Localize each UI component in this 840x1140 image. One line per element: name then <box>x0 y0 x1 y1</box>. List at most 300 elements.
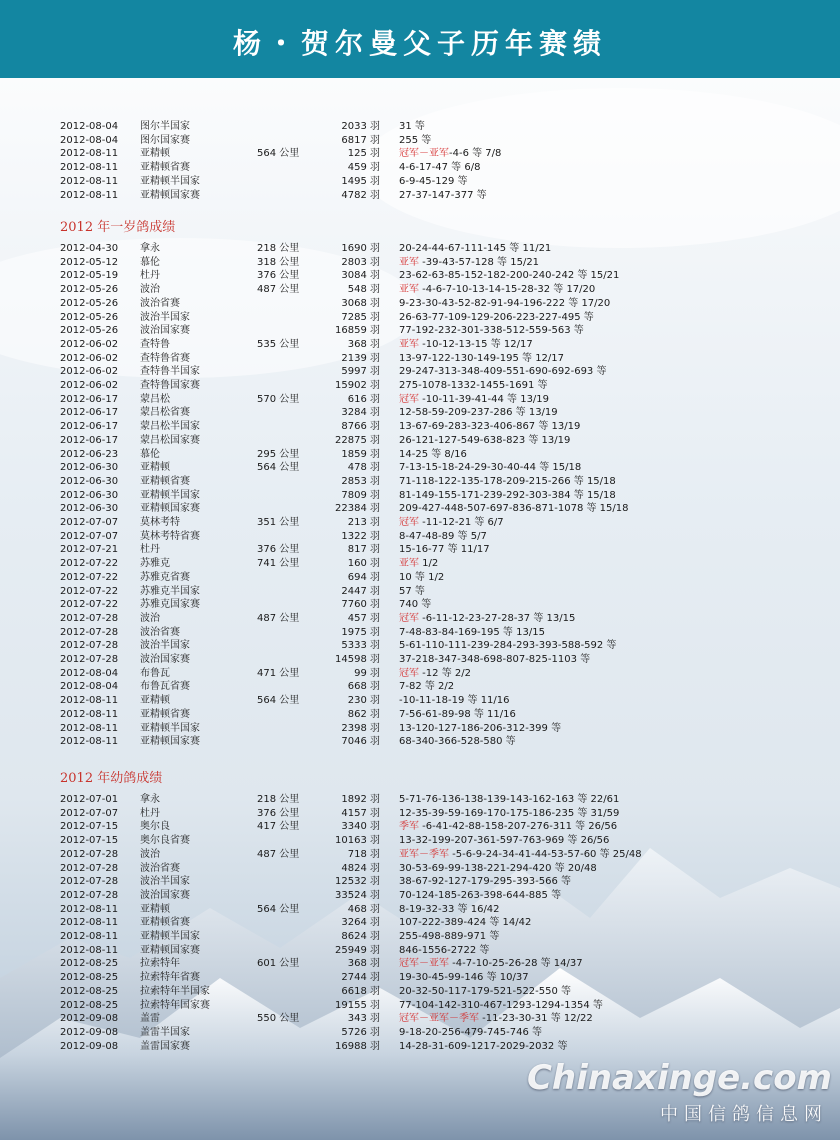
result-places: 29-247-313-348-409-551-690-692-693 等 <box>399 366 607 378</box>
result-placings <box>399 875 839 889</box>
result-row <box>0 722 840 736</box>
result-bird-count: 99 羽 <box>354 667 380 679</box>
result-placings <box>399 406 839 420</box>
result-bird-count: 7760 羽 <box>341 599 380 611</box>
page-title: 杨・贺尔曼父子历年赛绩 <box>232 27 607 60</box>
result-row <box>0 694 840 708</box>
result-row <box>0 585 840 599</box>
result-highlight: 亚军－季军 <box>399 848 449 860</box>
result-row <box>0 242 840 256</box>
result-places: -5-6-9-24-34-41-44-53-57-60 等 25/48 <box>449 848 642 860</box>
result-row <box>0 999 840 1013</box>
result-date: 2012-07-15 <box>60 835 119 847</box>
result-race: 蒙吕松国家赛 <box>140 434 200 446</box>
result-date: 2012-05-26 <box>60 325 119 337</box>
result-bird-count: 8624 羽 <box>341 931 380 942</box>
result-placings <box>399 653 839 667</box>
result-row <box>0 120 840 134</box>
result-bird-count: 16859 羽 <box>335 325 380 337</box>
result-date: 2012-08-11 <box>60 736 119 748</box>
result-date: 2012-08-11 <box>60 175 119 187</box>
result-race: 查特鲁 <box>140 338 170 350</box>
result-date: 2012-07-07 <box>60 517 119 528</box>
result-bird-count: 2803 羽 <box>341 256 380 268</box>
result-placings <box>399 848 839 862</box>
result-places: 7-82 等 2/2 <box>399 681 455 693</box>
result-distance: 550 公里 <box>257 1013 300 1025</box>
result-places: -10-12-13-15 等 12/17 <box>419 338 533 350</box>
result-race: 拿永 <box>140 794 160 805</box>
result-date: 2012-06-30 <box>60 475 119 487</box>
result-date: 2012-08-04 <box>60 681 119 693</box>
result-bird-count: 694 羽 <box>347 571 380 583</box>
result-places: -11-12-21 等 6/7 <box>419 517 504 528</box>
result-row <box>0 516 840 530</box>
result-date: 2012-09-08 <box>60 1040 119 1052</box>
result-bird-count: 2398 羽 <box>341 722 380 734</box>
result-row <box>0 461 840 475</box>
result-date: 2012-06-23 <box>60 448 119 460</box>
result-race: 图尔国家赛 <box>140 134 190 146</box>
result-row <box>0 985 840 999</box>
result-distance: 376 公里 <box>257 270 300 282</box>
result-distance: 564 公里 <box>257 148 300 160</box>
result-bird-count: 2033 羽 <box>341 121 380 132</box>
result-date: 2012-07-22 <box>60 558 119 570</box>
result-placings <box>399 985 839 999</box>
result-row <box>0 1040 840 1054</box>
result-placings <box>399 571 839 585</box>
result-bird-count: 5333 羽 <box>341 640 380 652</box>
result-bird-count: 1859 羽 <box>341 448 380 460</box>
result-placings <box>399 834 839 848</box>
result-places: 275-1078-1332-1455-1691 等 <box>399 380 548 391</box>
result-bird-count: 616 羽 <box>347 393 380 405</box>
result-date: 2012-07-28 <box>60 876 119 888</box>
result-places: 9-18-20-256-479-745-746 等 <box>399 1026 542 1038</box>
result-date: 2012-06-17 <box>60 434 119 446</box>
result-race: 查特鲁半国家 <box>140 366 200 378</box>
result-race: 亚精顿半国家 <box>140 175 200 187</box>
result-row <box>0 944 840 958</box>
result-row <box>0 626 840 640</box>
result-bird-count: 1322 羽 <box>341 530 380 542</box>
result-row <box>0 793 840 807</box>
result-bird-count: 2139 羽 <box>341 352 380 364</box>
result-places: 6-9-45-129 等 <box>399 175 468 187</box>
result-bird-count: 2447 羽 <box>341 585 380 597</box>
result-placings <box>399 516 839 530</box>
result-distance: 318 公里 <box>257 256 300 268</box>
result-bird-count: 368 羽 <box>347 338 380 350</box>
result-places: 23-62-63-85-152-182-200-240-242 等 15/21 <box>399 270 620 282</box>
result-places: 68-340-366-528-580 等 <box>399 736 516 748</box>
result-places: 13-32-199-207-361-597-763-969 等 26/56 <box>399 835 610 847</box>
result-bird-count: 15902 羽 <box>335 380 380 391</box>
result-bird-count: 468 羽 <box>347 903 380 915</box>
result-row <box>0 379 840 393</box>
result-date: 2012-04-30 <box>60 243 119 254</box>
result-date: 2012-08-11 <box>60 722 119 734</box>
result-placings <box>399 338 839 352</box>
result-places: -11-23-30-31 等 12/22 <box>479 1013 593 1025</box>
result-date: 2012-07-28 <box>60 889 119 901</box>
result-places: 209-427-448-507-697-836-871-1078 等 15/18 <box>399 503 629 515</box>
result-placings <box>399 297 839 311</box>
result-bird-count: 16988 羽 <box>335 1040 380 1052</box>
result-placings <box>399 283 839 297</box>
result-row <box>0 807 840 821</box>
result-race: 波治国家赛 <box>140 889 190 901</box>
result-placings <box>399 862 839 876</box>
result-places: 846-1556-2722 等 <box>399 944 490 956</box>
result-placings <box>399 585 839 599</box>
result-row <box>0 848 840 862</box>
result-race: 亚精顿国家赛 <box>140 503 200 515</box>
result-row <box>0 352 840 366</box>
result-row <box>0 269 840 283</box>
result-places: 38-67-92-127-179-295-393-566 等 <box>399 876 572 888</box>
result-places: 12-35-39-59-169-170-175-186-235 等 31/59 <box>399 807 620 819</box>
result-placings <box>399 269 839 283</box>
result-bird-count: 3284 羽 <box>341 407 380 419</box>
result-bird-count: 2853 羽 <box>341 475 380 487</box>
result-date: 2012-06-02 <box>60 338 119 350</box>
result-date: 2012-08-25 <box>60 985 119 997</box>
result-date: 2012-05-26 <box>60 311 119 323</box>
result-distance: 564 公里 <box>257 903 300 915</box>
result-bird-count: 1690 羽 <box>341 243 380 254</box>
result-row <box>0 957 840 971</box>
result-row <box>0 875 840 889</box>
result-bird-count: 7809 羽 <box>341 489 380 501</box>
result-date: 2012-08-04 <box>60 121 119 132</box>
result-bird-count: 548 羽 <box>347 284 380 296</box>
result-race: 亚精顿半国家 <box>140 931 200 942</box>
result-date: 2012-09-08 <box>60 1013 119 1025</box>
result-places: 37-218-347-348-698-807-825-1103 等 <box>399 654 591 665</box>
result-distance: 564 公里 <box>257 462 300 474</box>
result-row <box>0 916 840 930</box>
result-row <box>0 1026 840 1040</box>
result-race: 亚精顿省赛 <box>140 917 190 929</box>
result-date: 2012-07-28 <box>60 848 119 860</box>
result-row <box>0 571 840 585</box>
result-placings <box>399 189 839 203</box>
result-race: 苏雅克 <box>140 558 170 570</box>
result-row <box>0 365 840 379</box>
result-row <box>0 147 840 161</box>
result-bird-count: 4824 羽 <box>341 862 380 874</box>
result-row <box>0 448 840 462</box>
result-placings <box>399 820 839 834</box>
result-race: 苏雅克半国家 <box>140 585 200 597</box>
result-placings <box>399 598 839 612</box>
result-distance: 218 公里 <box>257 794 300 805</box>
result-bird-count: 459 羽 <box>347 162 380 174</box>
result-places: 57 等 <box>399 585 425 597</box>
section-heading: 2012 年幼鸽成绩 <box>60 771 163 786</box>
result-places: 81-149-155-171-239-292-303-384 等 15/18 <box>399 489 616 501</box>
result-bird-count: 817 羽 <box>347 544 380 556</box>
result-places: -39-43-57-128 等 15/21 <box>419 256 540 268</box>
result-highlight: 亚军 <box>399 256 419 268</box>
result-highlight: 冠军 <box>399 612 419 624</box>
result-row <box>0 502 840 516</box>
result-placings <box>399 352 839 366</box>
result-bird-count: 3264 羽 <box>341 917 380 929</box>
result-highlight: 冠军－亚军 <box>399 958 449 970</box>
result-row <box>0 543 840 557</box>
result-placings <box>399 475 839 489</box>
result-row <box>0 612 840 626</box>
result-bird-count: 33524 羽 <box>335 889 380 901</box>
result-date: 2012-07-28 <box>60 654 119 665</box>
result-bird-count: 1892 羽 <box>341 794 380 805</box>
result-race: 拉索特年半国家 <box>140 985 210 997</box>
result-placings <box>399 999 839 1013</box>
result-row <box>0 708 840 722</box>
result-race: 蒙吕松 <box>140 393 170 405</box>
result-bird-count: 8766 羽 <box>341 421 380 433</box>
result-row <box>0 256 840 270</box>
result-places: 27-37-147-377 等 <box>399 189 487 201</box>
result-placings <box>399 735 839 749</box>
result-places: -4-6-7-10-13-14-15-28-32 等 17/20 <box>419 284 596 296</box>
result-race: 波治省赛 <box>140 862 180 874</box>
result-places: 20-32-50-117-179-521-522-550 等 <box>399 985 572 997</box>
result-highlight: 季军 <box>399 821 419 833</box>
result-places: 26-63-77-109-129-206-223-227-495 等 <box>399 311 594 323</box>
result-placings <box>399 311 839 325</box>
result-highlight: 亚军 <box>399 284 419 296</box>
result-date: 2012-08-11 <box>60 917 119 929</box>
result-places: 7-13-15-18-24-29-30-40-44 等 15/18 <box>399 462 582 474</box>
result-race: 亚精顿省赛 <box>140 162 190 174</box>
result-race: 莫林考特省赛 <box>140 530 200 542</box>
result-date: 2012-07-28 <box>60 640 119 652</box>
result-row <box>0 834 840 848</box>
result-placings <box>399 134 839 148</box>
result-bird-count: 478 羽 <box>347 462 380 474</box>
result-row <box>0 161 840 175</box>
result-places: 13-67-69-283-323-406-867 等 13/19 <box>399 421 581 433</box>
result-places: 14-25 等 8/16 <box>399 448 467 460</box>
result-race: 布鲁瓦 <box>140 667 170 679</box>
result-bird-count: 3084 羽 <box>341 270 380 282</box>
result-bird-count: 1495 羽 <box>341 175 380 187</box>
result-race: 亚精顿 <box>140 903 170 915</box>
result-date: 2012-07-15 <box>60 821 119 833</box>
result-bird-count: 14598 羽 <box>335 654 380 665</box>
result-date: 2012-08-11 <box>60 903 119 915</box>
result-race: 拉索特年国家赛 <box>140 999 210 1011</box>
result-placings <box>399 393 839 407</box>
result-distance: 741 公里 <box>257 558 300 570</box>
watermark-subtitle: 中国信鸽信息网 <box>660 1104 828 1125</box>
result-date: 2012-06-17 <box>60 421 119 433</box>
result-placings <box>399 1040 839 1054</box>
result-placings <box>399 324 839 338</box>
result-places: 1/2 <box>419 558 439 570</box>
result-distance: 564 公里 <box>257 695 300 707</box>
result-date: 2012-07-21 <box>60 544 119 556</box>
result-placings <box>399 147 839 161</box>
result-placings <box>399 807 839 821</box>
result-placings <box>399 434 839 448</box>
result-race: 慕伦 <box>140 448 160 460</box>
result-placings <box>399 694 839 708</box>
result-race: 波治半国家 <box>140 640 190 652</box>
result-places: 30-53-69-99-138-221-294-420 等 20/48 <box>399 862 597 874</box>
result-placings <box>399 957 839 971</box>
result-places: -6-41-42-88-158-207-276-311 等 26/56 <box>419 821 618 833</box>
result-date: 2012-08-25 <box>60 999 119 1011</box>
result-placings <box>399 708 839 722</box>
result-placings <box>399 1026 839 1040</box>
result-row <box>0 971 840 985</box>
result-date: 2012-06-17 <box>60 393 119 405</box>
result-race: 蒙吕松省赛 <box>140 407 190 419</box>
result-date: 2012-08-04 <box>60 667 119 679</box>
result-placings <box>399 930 839 944</box>
result-row <box>0 820 840 834</box>
result-race: 波治国家赛 <box>140 325 190 337</box>
result-bird-count: 4157 羽 <box>341 807 380 819</box>
result-row <box>0 324 840 338</box>
result-race: 图尔半国家 <box>140 121 190 132</box>
result-places: -6-11-12-23-27-28-37 等 13/15 <box>419 612 576 624</box>
result-date: 2012-06-30 <box>60 462 119 474</box>
result-places: 8-47-48-89 等 5/7 <box>399 530 487 542</box>
result-placings <box>399 889 839 903</box>
result-date: 2012-06-02 <box>60 352 119 364</box>
result-bird-count: 25949 羽 <box>335 944 380 956</box>
result-bird-count: 2744 羽 <box>341 972 380 984</box>
result-row <box>0 134 840 148</box>
result-placings <box>399 502 839 516</box>
result-bird-count: 22384 羽 <box>335 503 380 515</box>
result-race: 亚精顿半国家 <box>140 489 200 501</box>
page-header <box>0 0 840 78</box>
result-places: 255-498-889-971 等 <box>399 931 500 942</box>
result-bird-count: 457 羽 <box>347 612 380 624</box>
result-places: 740 等 <box>399 599 432 611</box>
result-places: -4-7-10-25-26-28 等 14/37 <box>449 958 583 970</box>
result-date: 2012-08-11 <box>60 189 119 201</box>
result-row <box>0 639 840 653</box>
result-bird-count: 1975 羽 <box>341 626 380 638</box>
result-places: 5-61-110-111-239-284-293-393-588-592 等 <box>399 640 617 652</box>
result-bird-count: 3340 羽 <box>341 821 380 833</box>
result-date: 2012-07-22 <box>60 599 119 611</box>
result-placings <box>399 175 839 189</box>
result-row <box>0 530 840 544</box>
result-placings <box>399 903 839 917</box>
result-distance: 601 公里 <box>257 958 300 970</box>
result-date: 2012-08-11 <box>60 944 119 956</box>
result-row <box>0 667 840 681</box>
result-places: -10-11-39-41-44 等 13/19 <box>419 393 550 405</box>
result-bird-count: 718 羽 <box>347 848 380 860</box>
result-row <box>0 338 840 352</box>
result-race: 波治国家赛 <box>140 654 190 665</box>
result-placings <box>399 461 839 475</box>
result-race: 布鲁瓦省赛 <box>140 681 190 693</box>
result-date: 2012-05-19 <box>60 270 119 282</box>
result-date: 2012-07-28 <box>60 612 119 624</box>
result-bird-count: 230 羽 <box>347 695 380 707</box>
result-placings <box>399 120 839 134</box>
result-bird-count: 125 羽 <box>347 148 380 160</box>
result-row <box>0 930 840 944</box>
result-date: 2012-07-22 <box>60 571 119 583</box>
result-places: 19-30-45-99-146 等 10/37 <box>399 972 529 984</box>
result-places: 8-19-32-33 等 16/42 <box>399 903 500 915</box>
result-places: -10-11-18-19 等 11/16 <box>399 695 510 707</box>
result-race: 查特鲁国家赛 <box>140 380 200 391</box>
result-places: 107-222-389-424 等 14/42 <box>399 917 532 929</box>
result-date: 2012-08-11 <box>60 162 119 174</box>
result-places: 20-24-44-67-111-145 等 11/21 <box>399 243 552 254</box>
result-race: 亚精顿国家赛 <box>140 736 200 748</box>
result-row <box>0 175 840 189</box>
result-row <box>0 680 840 694</box>
result-bird-count: 10163 羽 <box>335 835 380 847</box>
result-row <box>0 393 840 407</box>
result-row <box>0 557 840 571</box>
result-race: 杜丹 <box>140 270 160 282</box>
result-distance: 376 公里 <box>257 807 300 819</box>
result-row <box>0 189 840 203</box>
result-distance: 351 公里 <box>257 517 300 528</box>
result-placings <box>399 722 839 736</box>
result-race: 拿永 <box>140 243 160 254</box>
result-race: 波治省赛 <box>140 626 180 638</box>
result-row <box>0 406 840 420</box>
result-row <box>0 653 840 667</box>
result-race: 亚精顿省赛 <box>140 475 190 487</box>
result-date: 2012-08-04 <box>60 134 119 146</box>
result-highlight: 亚军 <box>399 558 419 570</box>
result-date: 2012-06-30 <box>60 489 119 501</box>
result-bird-count: 862 羽 <box>347 708 380 720</box>
result-row <box>0 862 840 876</box>
result-distance: 570 公里 <box>257 393 300 405</box>
result-bird-count: 6618 羽 <box>341 985 380 997</box>
result-date: 2012-07-07 <box>60 530 119 542</box>
result-distance: 218 公里 <box>257 243 300 254</box>
result-placings <box>399 793 839 807</box>
result-placings <box>399 420 839 434</box>
result-bird-count: 5997 羽 <box>341 366 380 378</box>
result-distance: 487 公里 <box>257 612 300 624</box>
result-row <box>0 735 840 749</box>
result-placings <box>399 612 839 626</box>
result-places: 26-121-127-549-638-823 等 13/19 <box>399 434 571 446</box>
result-date: 2012-06-02 <box>60 366 119 378</box>
result-race: 杜丹 <box>140 807 160 819</box>
result-places: -4-6 等 7/8 <box>449 148 502 160</box>
result-bird-count: 5726 羽 <box>341 1026 380 1038</box>
result-placings <box>399 448 839 462</box>
result-placings <box>399 626 839 640</box>
result-places: 31 等 <box>399 121 425 132</box>
result-places: 70-124-185-263-398-644-885 等 <box>399 889 562 901</box>
result-date: 2012-07-07 <box>60 807 119 819</box>
result-places: 5-71-76-136-138-139-143-162-163 等 22/61 <box>399 794 620 805</box>
result-distance: 487 公里 <box>257 848 300 860</box>
